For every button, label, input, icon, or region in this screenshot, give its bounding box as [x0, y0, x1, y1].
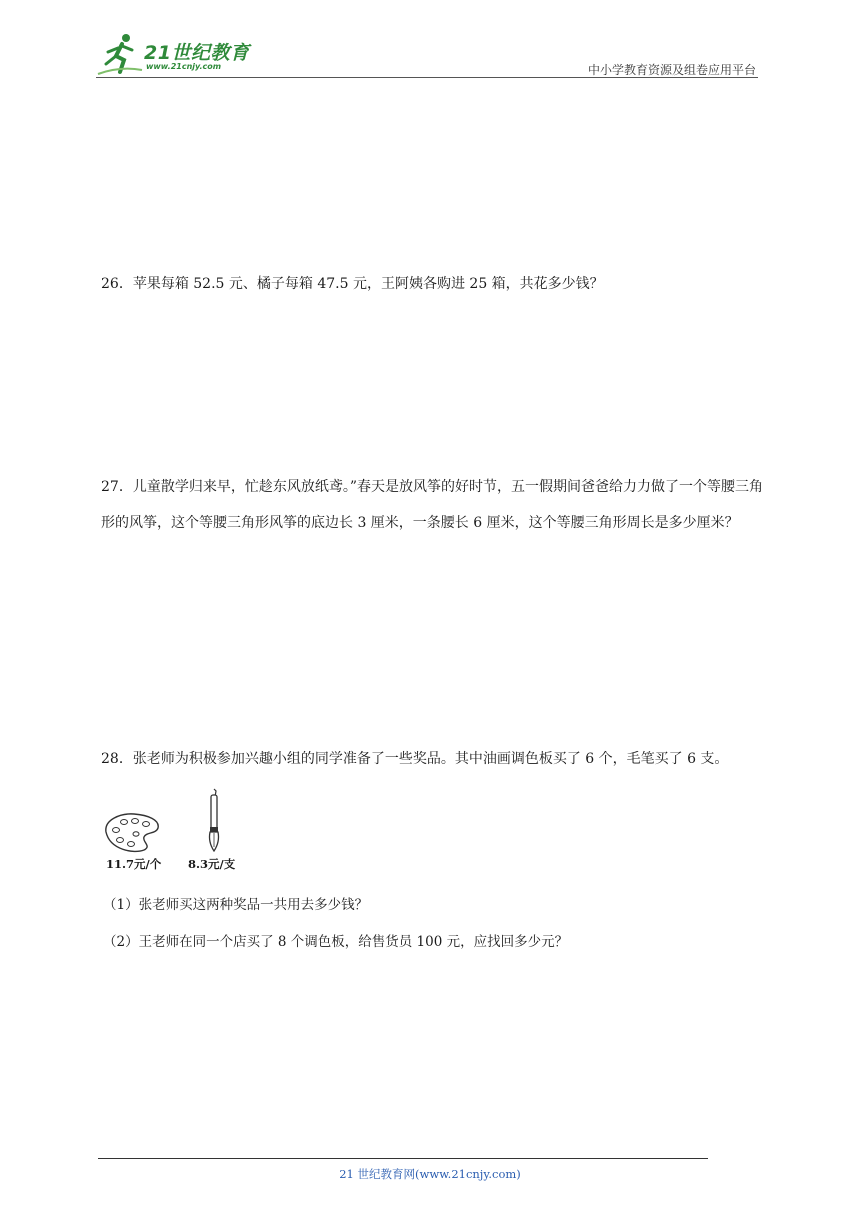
- brush-icon: [200, 787, 226, 853]
- page-header: [96, 30, 760, 78]
- header-tagline: 中小学教育资源及组卷应用平台: [587, 63, 756, 77]
- question-28-part-2: （2）王老师在同一个店买了 8 个调色板，给售货员 100 元，应找回多少元？: [103, 934, 569, 950]
- brush-price: 8.3元/支: [188, 857, 236, 871]
- logo-text: 21世纪教育: [144, 42, 250, 64]
- palette-icon: [100, 810, 164, 854]
- site-logo[interactable]: [96, 30, 266, 78]
- question-26: 26．苹果每箱 52.5 元、橘子每箱 47.5 元，王阿姨各购进 25 箱，共花多少钱？: [101, 276, 604, 292]
- logo-url: www.21cnjy.com: [146, 62, 222, 71]
- question-28: 28．张老师为积极参加兴趣小组的同学准备了一些奖品。其中油画调色板买了 6 个，毛笔买了 6 支。: [101, 751, 729, 767]
- question-28-part-1: （1）张老师买这两种奖品一共用去多少钱？: [103, 897, 369, 913]
- header-divider: [96, 77, 758, 78]
- palette-price: 11.7元/个: [106, 857, 162, 871]
- footer-divider: [98, 1158, 708, 1159]
- footer-link[interactable]: 21 世纪教育网(www.21cnjy.com): [339, 1167, 521, 1181]
- runner-icon: [96, 30, 144, 78]
- question-27: 27．儿童散学归来早，忙趁东风放纸鸢。”春天是放风筝的好时节，五一假期间爸爸给力力做了一个等腰三角形的风筝，这个等腰三角形风筝的底边长 3 厘米，一条腰长 6 厘米，这个等腰三角形周长是多少厘米？: [101, 479, 763, 531]
